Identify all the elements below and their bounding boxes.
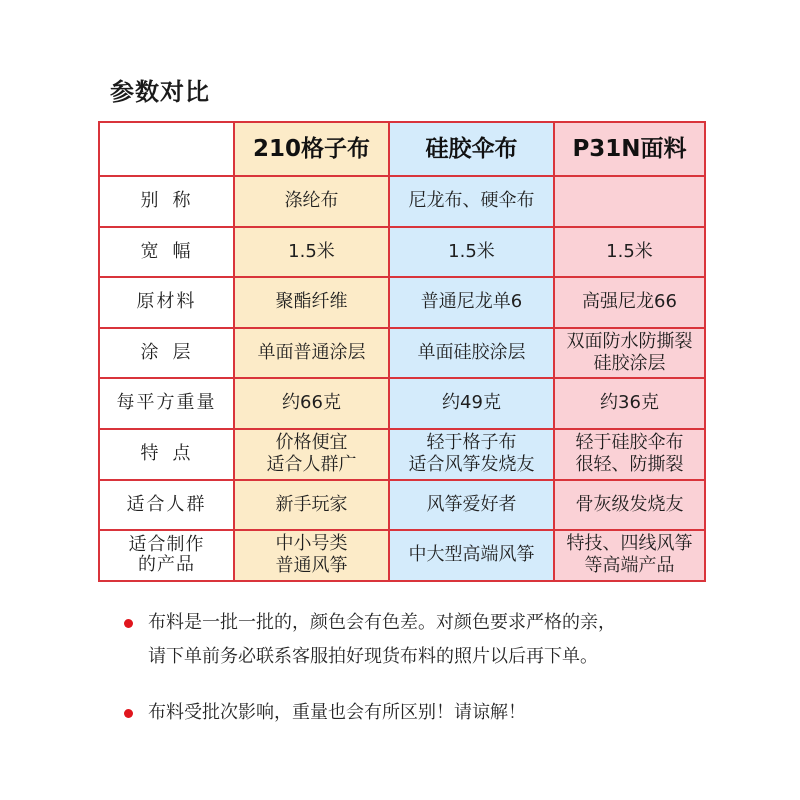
cell-silicone-umbrella [389,176,554,227]
cell-p31n [554,378,705,429]
cell-text: 适合人群广 [266,454,357,476]
cell-text: 普通尼龙单6 [420,291,523,313]
note-text: 布料受批次影响，重量也会有所区别！请谅解！ [148,702,526,723]
cell-text: 约49克 [442,392,501,414]
page-title: 参数对比 [110,78,210,106]
row-label [99,530,234,581]
cell-p31n [554,277,705,328]
bullet-dot-icon [124,619,133,628]
row-label: 每平方重量 [99,378,234,429]
bullet-dot-icon [124,709,133,718]
cell-text: 单面硅胶涂层 [417,341,526,363]
cell-210-plaid [234,227,389,278]
cell-text: 中小号类 [275,532,348,554]
table-row [99,530,705,581]
note-text: 布料是一批一批的，颜色会有色差。对颜色要求严格的亲， [148,612,616,633]
cell-p31n [554,176,705,227]
cell-text: 价格便宜 [275,431,348,453]
table-row [99,277,705,328]
header-empty-cell [99,122,234,176]
cell-text: 1.5米 [606,240,653,262]
cell-text: 风筝爱好者 [426,493,517,515]
header-silicone-umbrella: 硅胶伞布 [389,122,554,176]
cell-p31n [554,227,705,278]
cell-p31n [554,429,705,480]
note-text: 请下单前务必联系客服拍好现货布料的照片以后再下单。 [148,646,598,667]
cell-text: 约66克 [282,392,341,414]
cell-210-plaid [234,480,389,531]
table-row [99,227,705,278]
header-210-plaid: 210格子布 [234,122,389,176]
table-header-row [99,122,705,176]
note-item [120,606,740,674]
cell-text: 1.5米 [448,240,495,262]
cell-text: 特技、四线风筝 [566,532,693,554]
table-row [99,480,705,531]
table-body [99,176,705,581]
cell-text: 轻于格子布 [426,431,517,453]
cell-text: 普通风筝 [275,555,348,577]
cell-silicone-umbrella [389,429,554,480]
cell-text: 轻于硅胶伞布 [575,431,684,453]
cell-silicone-umbrella [389,277,554,328]
cell-text: 适合风筝发烧友 [408,454,535,476]
cell-text: 硅胶涂层 [593,353,666,375]
cell-210-plaid [234,176,389,227]
row-label: 原材料 [99,277,234,328]
table-row [99,378,705,429]
cell-210-plaid [234,277,389,328]
cell-p31n [554,328,705,379]
cell-210-plaid [234,328,389,379]
header-p31n: P31N面料 [554,122,705,176]
comparison-table [98,121,706,582]
cell-text: 中大型高端风筝 [408,544,535,566]
row-label: 涂层 [99,328,234,379]
cell-210-plaid [234,429,389,480]
table-row [99,429,705,480]
notes-section [120,606,740,730]
row-label-line: 适合制作 [128,533,205,555]
cell-silicone-umbrella [389,227,554,278]
cell-text: 聚酯纤维 [275,291,348,313]
row-label: 宽幅 [99,227,234,278]
cell-silicone-umbrella [389,378,554,429]
cell-text: 单面普通涂层 [257,341,366,363]
cell-text: 约36克 [600,392,659,414]
cell-text: 尼龙布、硬伞布 [408,190,535,212]
cell-p31n [554,530,705,581]
cell-silicone-umbrella [389,480,554,531]
cell-text: 很轻、防撕裂 [575,454,684,476]
cell-silicone-umbrella [389,328,554,379]
table-row [99,328,705,379]
cell-text: 等高端产品 [584,555,675,577]
cell-text: 涤纶布 [284,190,339,212]
row-label: 别称 [99,176,234,227]
cell-silicone-umbrella [389,530,554,581]
cell-text: 双面防水防撕裂 [566,330,693,352]
row-label: 适合人群 [99,480,234,531]
row-label-line: 的产品 [138,554,195,576]
cell-text: 新手玩家 [275,493,348,515]
note-item [120,696,740,730]
cell-text: 高强尼龙66 [582,291,677,313]
cell-210-plaid [234,530,389,581]
row-label: 特点 [99,429,234,480]
cell-text: 骨灰级发烧友 [575,493,684,515]
table-row [99,176,705,227]
cell-p31n [554,480,705,531]
cell-text: 1.5米 [288,240,335,262]
cell-210-plaid [234,378,389,429]
